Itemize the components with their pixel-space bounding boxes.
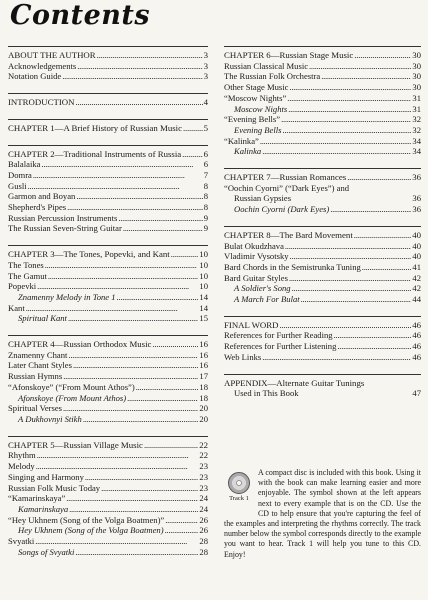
section-rule	[8, 119, 208, 120]
toc-entry	[8, 450, 208, 461]
toc-leader-dots	[77, 61, 202, 72]
toc-entry-title: Russian Folk Music Today	[8, 482, 101, 493]
cd-note-text: A compact disc is included with this book. Using it with the book can make learning easier and more enjoyable. The symbol shown at the left appears next to every example that is on the CD. Use the CD to help ensure that you're capturing the feel of the examples and interpreting the rhythms correctly. The track number below the symbol corresponds directly to the example you want to hear. Track 1 will help you tune to this CD. Enjoy!	[224, 468, 421, 559]
toc-music-example	[8, 313, 208, 324]
section-rule	[8, 46, 208, 47]
toc-entry	[8, 170, 208, 181]
section-rule	[8, 245, 208, 246]
toc-entry	[8, 493, 208, 504]
toc-entry-title: “Kalinka”	[224, 135, 259, 146]
section-gap	[8, 108, 208, 119]
toc-entry	[8, 71, 208, 82]
toc-entry-title: The Tones	[8, 259, 44, 270]
toc-leader-dots	[289, 273, 411, 284]
toc-page-number: 5	[203, 122, 208, 133]
toc-leader-dots	[347, 172, 411, 183]
toc-leader-dots	[171, 249, 198, 260]
toc-leader-dots	[280, 320, 412, 331]
toc-chapter-heading	[224, 320, 421, 331]
toc-entry	[224, 82, 421, 93]
section-rule	[224, 46, 421, 47]
toc-leader-dots	[101, 483, 198, 494]
toc-page-number: 4	[203, 97, 208, 108]
toc-leader-dots	[334, 330, 412, 341]
toc-page-number: 40	[412, 240, 421, 251]
toc-chapter-heading	[8, 339, 208, 350]
toc-entry	[8, 403, 208, 414]
toc-page-number: 7	[203, 169, 208, 180]
toc-entry	[224, 93, 421, 104]
toc-page-number: 8	[203, 180, 208, 191]
toc-entry	[224, 136, 421, 147]
toc-page-number: 23	[199, 482, 208, 493]
toc-entry-title: CHAPTER 4—Russian Orthodox Music	[8, 339, 152, 350]
toc-entry-title: The Gamut	[8, 270, 47, 281]
toc-entry	[224, 388, 421, 399]
toc-entry	[8, 271, 208, 282]
toc-entry-title: Web Links	[224, 351, 262, 362]
section-gap	[8, 134, 208, 145]
toc-page-number: 10	[199, 249, 208, 260]
toc-entry	[8, 191, 208, 202]
toc-leader-dots	[281, 114, 411, 125]
cd-track-label: Track 1	[229, 495, 249, 502]
toc-entry-title: Kant	[8, 302, 25, 313]
toc-leader-dots	[288, 104, 411, 115]
toc-leader-dots	[33, 170, 203, 181]
toc-page-number: 30	[412, 50, 421, 60]
toc-entry-title: “Afonskoye” (“From Mount Athos”)	[8, 381, 135, 392]
toc-page-number: 30	[412, 82, 421, 93]
toc-leader-dots	[117, 292, 199, 303]
toc-page-number: 46	[412, 319, 421, 330]
toc-page-number: 16	[199, 360, 208, 371]
toc-page-number: 18	[199, 381, 208, 392]
toc-page-number: 22	[199, 450, 208, 461]
section-gap	[224, 363, 421, 374]
toc-page-number: 26	[199, 525, 208, 536]
toc-page-number: 3	[203, 71, 208, 82]
toc-entry-title: Melody	[8, 461, 35, 472]
toc-entry-title: APPENDIX—Alternate Guitar Tunings	[224, 377, 365, 388]
toc-leader-dots	[67, 202, 203, 213]
toc-leader-dots	[136, 382, 199, 393]
toc-music-example	[8, 504, 208, 515]
toc-entry	[8, 472, 208, 483]
toc-entry-title: Other Stage Music	[224, 82, 289, 93]
section-rule	[8, 93, 208, 94]
toc-entry-title: A March For Bulat	[234, 294, 300, 305]
toc-entry-title: Hey Ukhnem (Song of the Volga Boatmen)	[18, 525, 164, 536]
toc-entry-title: Spiritual Kant	[18, 313, 67, 324]
toc-page-number: 8	[203, 202, 208, 213]
toc-page-number: 34	[412, 146, 421, 157]
toc-entry-title: Rhythm	[8, 450, 36, 461]
section-rule	[224, 226, 421, 227]
toc-leader-dots	[165, 525, 199, 536]
toc-page-number: 46	[412, 341, 421, 352]
toc-entry-title: Svyatki	[8, 536, 35, 547]
cd-icon	[224, 472, 254, 518]
toc-chapter-heading	[8, 97, 208, 108]
page-title: Contents	[10, 0, 151, 31]
section-gap	[224, 157, 421, 168]
toc-entry-title: Bard Chords in the Semistrunka Tuning	[224, 261, 361, 272]
toc-entry-title: Gusli	[8, 180, 27, 191]
toc-entry-title: Kamarinskaya	[18, 503, 69, 514]
section-rule	[8, 335, 208, 336]
toc-page-number: 10	[199, 259, 208, 270]
toc-entry	[224, 273, 421, 284]
toc-entry-title: CHAPTER 5—Russian Village Music	[8, 439, 143, 450]
toc-leader-dots	[285, 241, 412, 252]
toc-page-number: 15	[199, 313, 208, 324]
toc-entry	[224, 71, 421, 82]
toc-page-number: 16	[199, 349, 208, 360]
toc-music-example	[224, 294, 421, 305]
toc-entry	[8, 202, 208, 213]
toc-page-number: 22	[199, 439, 208, 450]
toc-entry-title: Bulat Okudzhava	[224, 240, 284, 251]
toc-page-number: 24	[199, 493, 208, 504]
toc-chapter-heading	[8, 50, 208, 61]
toc-entry-title: References for Further Listening	[224, 341, 337, 352]
toc-entry-title: Acknowledgements	[8, 60, 77, 71]
toc-leader-dots	[354, 50, 411, 61]
toc-entry	[8, 223, 208, 234]
toc-entry-title: Notation Guide	[8, 71, 62, 82]
toc-page-number: 41	[412, 261, 421, 272]
section-rule	[224, 374, 421, 375]
toc-page-number: 30	[412, 60, 421, 71]
toc-entry-title: “Moscow Nights”	[224, 92, 287, 103]
section-rule	[224, 316, 421, 317]
section-gap	[224, 215, 421, 226]
toc-leader-dots	[152, 339, 198, 350]
toc-leader-dots	[354, 230, 411, 241]
toc-leader-dots	[362, 262, 412, 273]
toc-leader-dots	[85, 472, 199, 483]
toc-page-number: 14	[199, 302, 208, 313]
section-rule	[224, 168, 421, 169]
toc-entry-title: The Russian Folk Orchestra	[224, 71, 321, 82]
toc-chapter-heading	[224, 172, 421, 183]
toc-entry	[224, 251, 421, 262]
toc-entry-title: “Hey Ukhnem (Song of the Volga Boatmen)”	[8, 514, 165, 525]
toc-entry	[224, 352, 421, 363]
toc-leader-dots	[97, 50, 203, 61]
toc-page-number: 10	[199, 270, 208, 281]
toc-entry-title: Singing and Harmony	[8, 471, 84, 482]
toc-entry	[8, 515, 208, 526]
toc-entry	[8, 371, 208, 382]
toc-entry-title: Popevki	[8, 281, 37, 292]
toc-page-number: 9	[203, 223, 208, 234]
toc-leader-dots	[309, 61, 411, 72]
toc-entry-title: A Soldier's Song	[234, 283, 291, 294]
toc-chapter-heading	[8, 249, 208, 260]
toc-page-number: 46	[412, 330, 421, 341]
toc-leader-dots	[289, 82, 411, 93]
toc-leader-dots	[123, 223, 203, 234]
toc-leader-dots	[262, 352, 411, 363]
toc-entry-title: Russian Hymns	[8, 371, 63, 382]
toc-page-number: 36	[412, 204, 421, 215]
toc-entry-title: “Evening Bells”	[224, 114, 281, 125]
toc-music-example	[224, 204, 421, 215]
toc-entry-title: “Oochin Cyorni” (“Dark Eyes”) and	[224, 182, 350, 193]
toc-entry	[224, 241, 421, 252]
toc-entry-title: CHAPTER 6—Russian Stage Music	[224, 50, 354, 60]
toc-leader-dots	[69, 504, 198, 515]
toc-entry	[8, 350, 208, 361]
toc-entry	[224, 262, 421, 273]
section-gap	[8, 234, 208, 245]
toc-leader-dots	[62, 71, 202, 82]
toc-music-example	[8, 547, 208, 558]
toc-page-number: 34	[412, 135, 421, 146]
compact-disc-icon	[228, 472, 250, 494]
toc-leader-dots	[83, 414, 199, 425]
toc-entry	[224, 114, 421, 125]
toc-leader-dots	[127, 393, 198, 404]
toc-entry	[224, 61, 421, 72]
toc-page-number: 32	[412, 114, 421, 125]
toc-entry	[224, 330, 421, 341]
toc-entry	[8, 483, 208, 494]
toc-page-number: 17	[199, 371, 208, 382]
toc-entry	[8, 159, 208, 170]
toc-entry-title: Moscow Nights	[234, 103, 288, 114]
toc-page-number: 36	[412, 172, 421, 183]
toc-leader-dots	[37, 281, 198, 292]
toc-chapter-heading	[224, 230, 421, 241]
toc-entry-title: Russian Percussion Instruments	[8, 212, 118, 223]
toc-entry-title: Oochin Cyorni (Dark Eyes)	[234, 204, 330, 215]
toc-music-example	[8, 393, 208, 404]
toc-entry	[8, 360, 208, 371]
toc-leader-dots	[73, 360, 198, 371]
toc-left-column	[8, 46, 208, 557]
toc-entry	[8, 303, 208, 314]
section-rule	[8, 145, 208, 146]
toc-chapter-heading	[224, 378, 421, 389]
toc-page-number: 9	[203, 212, 208, 223]
toc-entry-title: Vladimir Vysotsky	[224, 251, 289, 262]
section-gap	[8, 324, 208, 335]
toc-page-number: 42	[412, 283, 421, 294]
toc-entry-title: Afonskoye (From Mount Athos)	[18, 392, 127, 403]
toc-entry-title: Znamenny Melody in Tone 1	[18, 291, 116, 302]
toc-page-number: 36	[412, 193, 421, 204]
toc-page-number: 3	[203, 50, 208, 60]
toc-page-number: 23	[199, 461, 208, 472]
toc-page-number: 26	[199, 514, 208, 525]
toc-leader-dots	[48, 271, 199, 282]
toc-entry-title: References for Further Reading	[224, 330, 333, 341]
toc-leader-dots	[262, 146, 411, 157]
toc-leader-dots	[183, 123, 203, 134]
toc-entry	[8, 260, 208, 271]
toc-entry-title: A Dukhovnyi Stikh	[18, 413, 82, 424]
toc-page-number: 6	[203, 159, 208, 170]
toc-page-number: 30	[412, 71, 421, 82]
toc-page-number: 40	[412, 229, 421, 240]
toc-leader-dots	[182, 149, 202, 160]
toc-entry-title: CHAPTER 1—A Brief History of Russian Music	[8, 122, 182, 133]
toc-page-number: 32	[412, 124, 421, 135]
toc-entry-title: Spiritual Verses	[8, 403, 63, 414]
toc-entry	[8, 536, 208, 547]
toc-leader-dots	[75, 547, 198, 558]
toc-page-number: 8	[203, 191, 208, 202]
toc-entry-title: CHAPTER 8—The Bard Movement	[224, 229, 353, 240]
toc-chapter-heading	[224, 50, 421, 61]
toc-entry-title: Balalaika	[8, 159, 41, 170]
toc-page-number: 20	[199, 413, 208, 424]
toc-entry-title: Znamenny Chant	[8, 349, 68, 360]
toc-entry-title: The Russian Seven-String Guitar	[8, 223, 122, 234]
toc-page-number: 10	[199, 281, 208, 292]
toc-leader-dots	[45, 260, 199, 271]
toc-entry	[8, 281, 208, 292]
toc-leader-dots	[287, 93, 411, 104]
toc-page-number: 16	[199, 339, 208, 350]
section-rule	[8, 436, 208, 437]
toc-entry-title: Songs of Svyatki	[18, 546, 75, 557]
toc-entry-title: Used in This Book	[234, 388, 299, 399]
toc-leader-dots	[28, 181, 203, 192]
toc-leader-dots	[337, 341, 411, 352]
toc-music-example	[224, 146, 421, 157]
toc-leader-dots	[118, 213, 202, 224]
toc-entry	[224, 193, 421, 204]
toc-leader-dots	[26, 303, 199, 314]
toc-entry-title: Shepherd's Pipes	[8, 202, 67, 213]
toc-page-number: 24	[199, 503, 208, 514]
toc-page-number: 46	[412, 351, 421, 362]
toc-entry-title: CHAPTER 3—The Tones, Popevki, and Kant	[8, 249, 170, 260]
toc-page-number: 23	[199, 471, 208, 482]
toc-leader-dots	[330, 204, 411, 215]
toc-chapter-heading	[8, 440, 208, 451]
toc-leader-dots	[66, 493, 198, 504]
toc-entry-title: ABOUT THE AUTHOR	[8, 50, 96, 60]
section-gap	[8, 82, 208, 93]
toc-entry	[8, 181, 208, 192]
toc-page-number: 3	[203, 60, 208, 71]
toc-leader-dots	[321, 71, 411, 82]
toc-entry-title: FINAL WORD	[224, 319, 279, 330]
toc-leader-dots	[290, 251, 412, 262]
toc-page-number: 47	[412, 388, 421, 399]
toc-page-number: 31	[412, 103, 421, 114]
toc-entry	[224, 183, 421, 194]
toc-music-example	[224, 283, 421, 294]
toc-leader-dots	[35, 536, 198, 547]
toc-entry-title: CHAPTER 7—Russian Romances	[224, 172, 347, 183]
toc-leader-dots	[37, 450, 199, 461]
toc-leader-dots	[75, 97, 202, 108]
toc-music-example	[8, 525, 208, 536]
toc-music-example	[224, 125, 421, 136]
toc-page-number: 44	[412, 294, 421, 305]
toc-leader-dots	[292, 283, 412, 294]
toc-page-number: 28	[199, 536, 208, 547]
toc-page-number: 40	[412, 251, 421, 262]
toc-entry-title: INTRODUCTION	[8, 97, 75, 108]
toc-page-number: 31	[412, 92, 421, 103]
toc-page-number: 18	[199, 392, 208, 403]
toc-leader-dots	[260, 136, 412, 147]
toc-leader-dots	[68, 350, 198, 361]
toc-leader-dots	[76, 191, 202, 202]
toc-entry	[8, 213, 208, 224]
toc-leader-dots	[36, 461, 199, 472]
toc-entry	[8, 461, 208, 472]
toc-music-example	[8, 292, 208, 303]
toc-chapter-heading	[8, 149, 208, 160]
toc-entry-title: Bard Guitar Styles	[224, 272, 288, 283]
toc-leader-dots	[41, 159, 202, 170]
toc-entry-title: Garmon and Boyan	[8, 191, 76, 202]
toc-leader-dots	[63, 403, 198, 414]
toc-leader-dots	[165, 515, 198, 526]
toc-music-example	[224, 104, 421, 115]
toc-leader-dots	[63, 371, 198, 382]
toc-right-column	[224, 46, 421, 399]
toc-leader-dots	[144, 440, 198, 451]
toc-chapter-heading	[8, 123, 208, 134]
toc-entry	[8, 382, 208, 393]
toc-entry	[224, 341, 421, 352]
toc-page-number: 20	[199, 403, 208, 414]
toc-music-example	[8, 414, 208, 425]
toc-entry-title: Evening Bells	[234, 124, 282, 135]
toc-page-number: 14	[199, 291, 208, 302]
toc-entry-title: Domra	[8, 169, 32, 180]
toc-page-number: 28	[199, 546, 208, 557]
toc-entry-title: Later Chant Styles	[8, 360, 72, 371]
section-gap	[224, 305, 421, 316]
toc-leader-dots	[301, 294, 412, 305]
toc-page-number: 6	[203, 148, 208, 159]
toc-entry-title: Russian Gypsies	[234, 193, 292, 204]
toc-entry-title: Kalinka	[234, 146, 262, 157]
cd-note	[224, 468, 421, 560]
toc-entry-title: CHAPTER 2—Traditional Instruments of Russia	[8, 148, 182, 159]
toc-leader-dots	[68, 313, 198, 324]
toc-entry	[8, 61, 208, 72]
toc-leader-dots	[283, 125, 412, 136]
toc-entry-title: “Kamarinskaya”	[8, 493, 66, 504]
toc-page-number: 42	[412, 272, 421, 283]
section-gap	[8, 425, 208, 436]
toc-entry-title: Russian Classical Music	[224, 60, 309, 71]
